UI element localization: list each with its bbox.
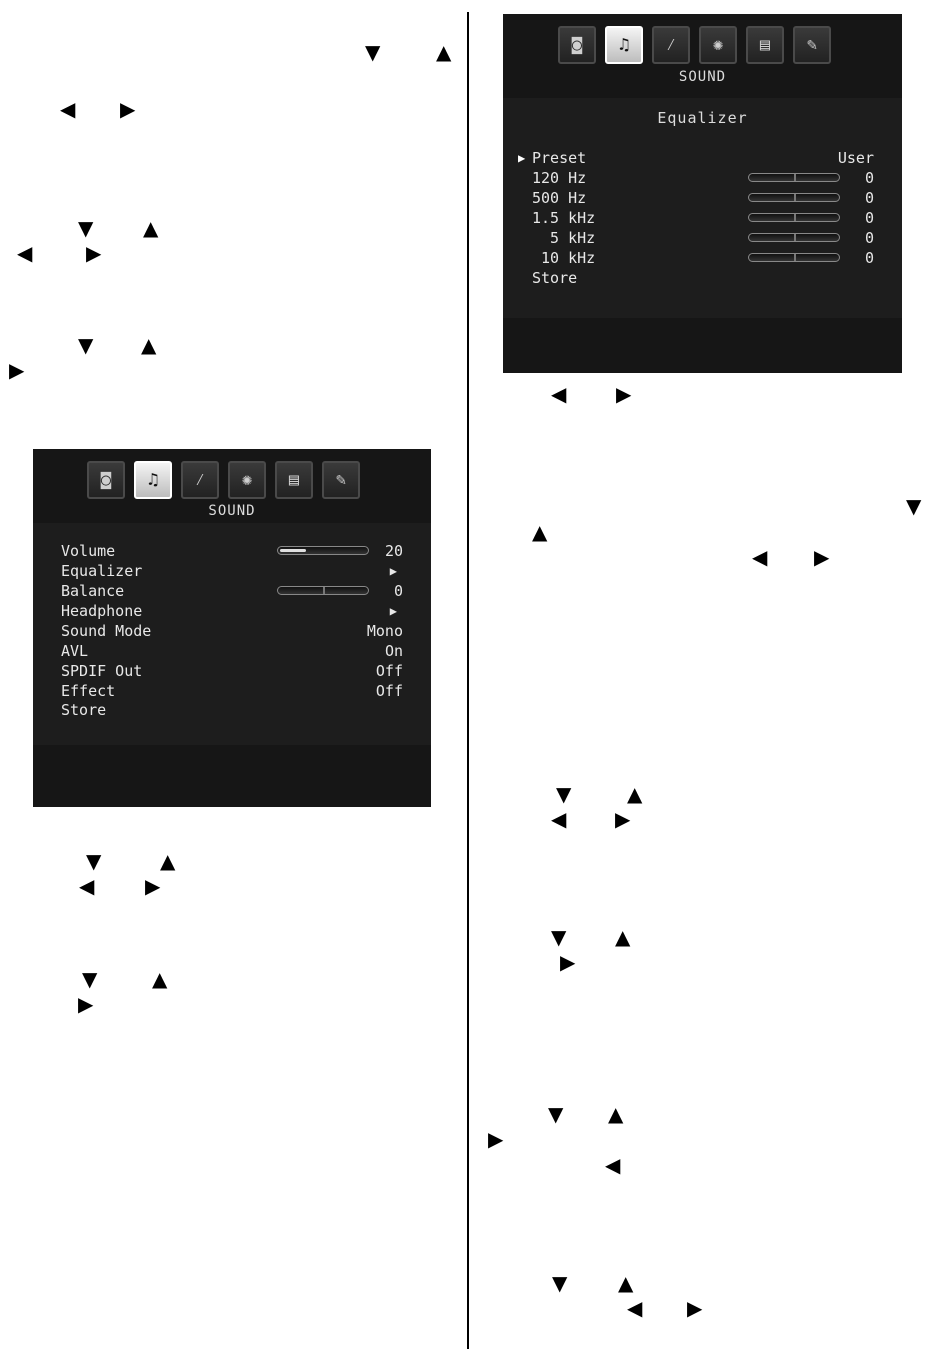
menu-title: SOUND xyxy=(208,503,256,519)
up-arrow-icon: ▲ xyxy=(618,1271,634,1295)
down-arrow-icon: ▼ xyxy=(552,1271,568,1295)
menu-item-value: 20 xyxy=(384,542,403,560)
right-arrow-icon: ▶ xyxy=(560,950,576,974)
menu-item-volume[interactable] xyxy=(61,541,403,561)
up-arrow-icon: ▲ xyxy=(436,40,452,64)
down-arrow-icon: ▼ xyxy=(556,782,572,806)
down-arrow-icon: ▼ xyxy=(82,967,98,991)
menu-item-label: Balance xyxy=(61,582,125,600)
right-arrow-icon: ▶ xyxy=(9,358,25,382)
menu-item-label: Equalizer xyxy=(61,562,143,580)
left-arrow-icon: ◀ xyxy=(605,1153,621,1177)
left-arrow-icon: ◀ xyxy=(627,1296,643,1320)
submenu-title: Equalizer xyxy=(657,109,748,127)
right-arrow-icon: ▶ xyxy=(120,97,136,121)
selection-cursor-icon: ▶ xyxy=(518,151,526,165)
menu-item-label: 10 kHz xyxy=(532,249,596,267)
eq-band-slider[interactable] xyxy=(748,213,840,222)
up-arrow-icon: ▲ xyxy=(141,333,157,357)
eq-item-band[interactable] xyxy=(532,228,874,248)
column-divider xyxy=(467,12,469,1349)
menu-item-label: Volume xyxy=(61,542,116,560)
menu-item-label: Store xyxy=(532,269,578,287)
eq-item-band[interactable] xyxy=(532,168,874,188)
eq-band-slider[interactable] xyxy=(748,253,840,262)
eq-band-slider[interactable] xyxy=(748,193,840,202)
menu-item-value: Off xyxy=(375,682,403,700)
up-arrow-icon: ▲ xyxy=(615,925,631,949)
submenu-arrow-icon: ▶ xyxy=(389,564,397,578)
menu-title: SOUND xyxy=(678,69,727,85)
down-arrow-icon: ▼ xyxy=(78,333,94,357)
right-arrow-icon: ▶ xyxy=(78,992,94,1016)
menu-item-label: Preset xyxy=(532,149,587,167)
menu-item-label: 5 kHz xyxy=(532,229,596,247)
up-arrow-icon: ▲ xyxy=(532,520,548,544)
menu-item-label: Store xyxy=(61,701,107,719)
eq-item-band[interactable] xyxy=(532,188,874,208)
menu-item-value: 0 xyxy=(393,582,403,600)
submenu-arrow-icon: ▶ xyxy=(389,604,397,618)
left-arrow-icon: ◀ xyxy=(60,97,76,121)
menu-tab-bar xyxy=(558,26,831,64)
menu-item-value: 0 xyxy=(864,189,874,207)
menu-item-value: On xyxy=(384,642,403,660)
equalizer-menu-screen xyxy=(503,14,902,373)
picture-icon[interactable]: ◙ xyxy=(558,26,596,64)
menu-item-spdif-out[interactable] xyxy=(61,661,403,681)
menu-item-sound-mode[interactable] xyxy=(61,621,403,641)
eq-item-band[interactable] xyxy=(532,208,874,228)
right-arrow-icon: ▶ xyxy=(615,807,631,831)
down-arrow-icon: ▼ xyxy=(86,849,102,873)
install-icon[interactable]: ✺ xyxy=(228,461,266,499)
menu-item-value: 0 xyxy=(864,209,874,227)
menu-item-label: 1.5 kHz xyxy=(532,209,596,227)
balance-slider[interactable] xyxy=(277,586,369,595)
menu-item-value: 0 xyxy=(864,169,874,187)
right-arrow-icon: ▶ xyxy=(616,382,632,406)
install-icon[interactable]: ✺ xyxy=(699,26,737,64)
menu-item-label: Headphone xyxy=(61,602,143,620)
source-icon[interactable]: ▤ xyxy=(746,26,784,64)
menu-item-headphone[interactable] xyxy=(61,601,403,621)
left-arrow-icon: ◀ xyxy=(79,874,95,898)
menu-item-label: AVL xyxy=(61,642,89,660)
menu-item-value: User xyxy=(837,149,874,167)
features-icon[interactable]: ✎ xyxy=(793,26,831,64)
sound-menu-screen xyxy=(33,449,431,807)
picture-icon[interactable]: ◙ xyxy=(87,461,125,499)
left-arrow-icon: ◀ xyxy=(551,382,567,406)
right-arrow-icon: ▶ xyxy=(814,545,830,569)
left-arrow-icon: ◀ xyxy=(17,241,33,265)
up-arrow-icon: ▲ xyxy=(608,1102,624,1126)
up-arrow-icon: ▲ xyxy=(160,849,176,873)
menu-item-label: 120 Hz xyxy=(532,169,587,187)
menu-item-label: SPDIF Out xyxy=(61,662,143,680)
right-arrow-icon: ▶ xyxy=(687,1296,703,1320)
eq-item-preset[interactable] xyxy=(532,148,874,168)
features-icon[interactable]: ✎ xyxy=(322,461,360,499)
sound-icon[interactable]: ♫ xyxy=(134,461,172,499)
menu-item-equalizer[interactable] xyxy=(61,561,403,581)
menu-tab-bar xyxy=(87,461,360,499)
eq-band-slider[interactable] xyxy=(748,173,840,182)
menu-item-label: Sound Mode xyxy=(61,622,152,640)
sound-icon[interactable]: ♫ xyxy=(605,26,643,64)
right-arrow-icon: ▶ xyxy=(145,874,161,898)
menu-item-balance[interactable] xyxy=(61,581,403,601)
menu-item-label: 500 Hz xyxy=(532,189,587,207)
source-icon[interactable]: ▤ xyxy=(275,461,313,499)
menu-item-value: Mono xyxy=(366,622,403,640)
up-arrow-icon: ▲ xyxy=(152,967,168,991)
menu-item-avl[interactable] xyxy=(61,641,403,661)
down-arrow-icon: ▼ xyxy=(548,1102,564,1126)
menu-item-value: 0 xyxy=(864,249,874,267)
left-arrow-icon: ◀ xyxy=(752,545,768,569)
menu-item-label: Effect xyxy=(61,682,116,700)
down-arrow-icon: ▼ xyxy=(365,40,381,64)
settings-icon[interactable]: ⁄ xyxy=(652,26,690,64)
right-arrow-icon: ▶ xyxy=(86,241,102,265)
eq-item-store[interactable] xyxy=(532,268,874,288)
up-arrow-icon: ▲ xyxy=(143,216,159,240)
eq-band-slider[interactable] xyxy=(748,233,840,242)
down-arrow-icon: ▼ xyxy=(78,216,94,240)
left-arrow-icon: ◀ xyxy=(551,807,567,831)
menu-item-value: 0 xyxy=(864,229,874,247)
down-arrow-icon: ▼ xyxy=(906,494,922,518)
settings-icon[interactable]: ⁄ xyxy=(181,461,219,499)
up-arrow-icon: ▲ xyxy=(627,782,643,806)
volume-slider[interactable] xyxy=(277,546,369,555)
right-arrow-icon: ▶ xyxy=(488,1127,504,1151)
menu-item-value: Off xyxy=(375,662,403,680)
eq-item-band[interactable] xyxy=(532,248,874,268)
down-arrow-icon: ▼ xyxy=(551,925,567,949)
menu-item-store[interactable] xyxy=(61,700,403,720)
menu-item-effect[interactable] xyxy=(61,681,403,701)
